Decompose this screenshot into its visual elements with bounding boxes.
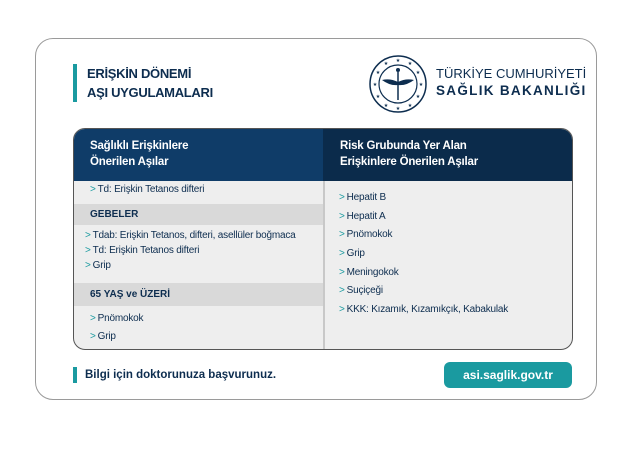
item-label: Pnömokok — [97, 313, 144, 324]
item-label: Grip — [92, 260, 111, 271]
list-item — [85, 260, 111, 271]
svg-text:★: ★ — [407, 61, 413, 67]
list-item — [85, 245, 199, 256]
header-line: Önerilen Aşılar — [90, 156, 169, 168]
item-label: Suçiçeği — [346, 285, 383, 296]
header-line: Risk Grubunda Yer Alan — [340, 140, 467, 152]
item-label: Grip — [346, 248, 365, 259]
title-line-2: AŞI UYGULAMALARI — [87, 85, 213, 100]
list-item — [85, 230, 296, 241]
svg-text:★: ★ — [375, 94, 381, 100]
item-label: Grip — [97, 331, 116, 342]
header-line: Erişkinlere Önerilen Aşılar — [340, 156, 478, 168]
column-divider — [323, 181, 325, 350]
chevron-right-icon: > — [339, 192, 345, 203]
ministry-name — [436, 65, 587, 100]
website-link-button[interactable]: asi.saglik.gov.tr — [444, 362, 572, 388]
section-pregnant: GEBELER — [74, 204, 323, 225]
svg-text:★: ★ — [383, 103, 389, 109]
item-label: Tdab: Erişkin Tetanos, difteri, asellüler boğmaca — [92, 230, 296, 241]
item-label: Meningokok — [346, 267, 399, 278]
chevron-right-icon: > — [85, 245, 91, 256]
svg-text:★: ★ — [375, 70, 381, 76]
chevron-right-icon: > — [339, 211, 345, 222]
item-label: Td: Erişkin Tetanos difteri — [92, 245, 200, 256]
list-item — [339, 248, 365, 259]
svg-text:★: ★ — [372, 82, 378, 88]
page-title — [73, 64, 213, 102]
chevron-right-icon: > — [85, 230, 91, 241]
chevron-right-icon: > — [90, 313, 96, 324]
svg-text:★: ★ — [395, 58, 401, 64]
svg-text:★: ★ — [395, 106, 401, 112]
footer-note: Bilgi için doktorunuza başvurunuz. — [73, 367, 276, 383]
svg-text:★: ★ — [418, 82, 424, 88]
chevron-right-icon: > — [90, 331, 96, 342]
item-label: Hepatit B — [346, 192, 386, 203]
vaccine-table — [73, 128, 573, 350]
ministry-line-2: SAĞLIK BAKANLIĞI — [436, 83, 587, 98]
list-item — [90, 184, 204, 195]
chevron-right-icon: > — [85, 260, 91, 271]
svg-text:★: ★ — [383, 61, 389, 67]
item-label: Hepatit A — [346, 211, 386, 222]
list-item — [339, 304, 508, 315]
ministry-seal-logo — [368, 54, 428, 114]
chevron-right-icon: > — [339, 285, 345, 296]
svg-text:★: ★ — [415, 70, 421, 76]
item-label: Td: Erişkin Tetanos difteri — [97, 184, 205, 195]
list-item — [339, 229, 392, 240]
title-line-1: ERİŞKİN DÖNEMİ — [87, 66, 192, 81]
risk-group-header — [323, 129, 573, 181]
list-item — [339, 285, 383, 296]
healthy-adults-header — [74, 129, 323, 181]
chevron-right-icon: > — [339, 229, 345, 240]
list-item — [339, 211, 385, 222]
item-label: Pnömokok — [346, 229, 393, 240]
list-item — [339, 267, 399, 278]
chevron-right-icon: > — [339, 248, 345, 259]
svg-text:★: ★ — [415, 94, 421, 100]
section-elderly: 65 YAŞ ve ÜZERİ — [74, 283, 323, 306]
list-item — [339, 192, 386, 203]
list-item — [90, 331, 116, 342]
chevron-right-icon: > — [339, 304, 345, 315]
svg-text:★: ★ — [407, 103, 413, 109]
header-line: Sağlıklı Erişkinlere — [90, 140, 189, 152]
chevron-right-icon: > — [90, 184, 96, 195]
list-item — [90, 313, 143, 324]
item-label: KKK: Kızamık, Kızamıkçık, Kabakulak — [346, 304, 509, 315]
chevron-right-icon: > — [339, 267, 345, 278]
ministry-line-1: TÜRKİYE CUMHURİYETİ — [436, 66, 587, 81]
